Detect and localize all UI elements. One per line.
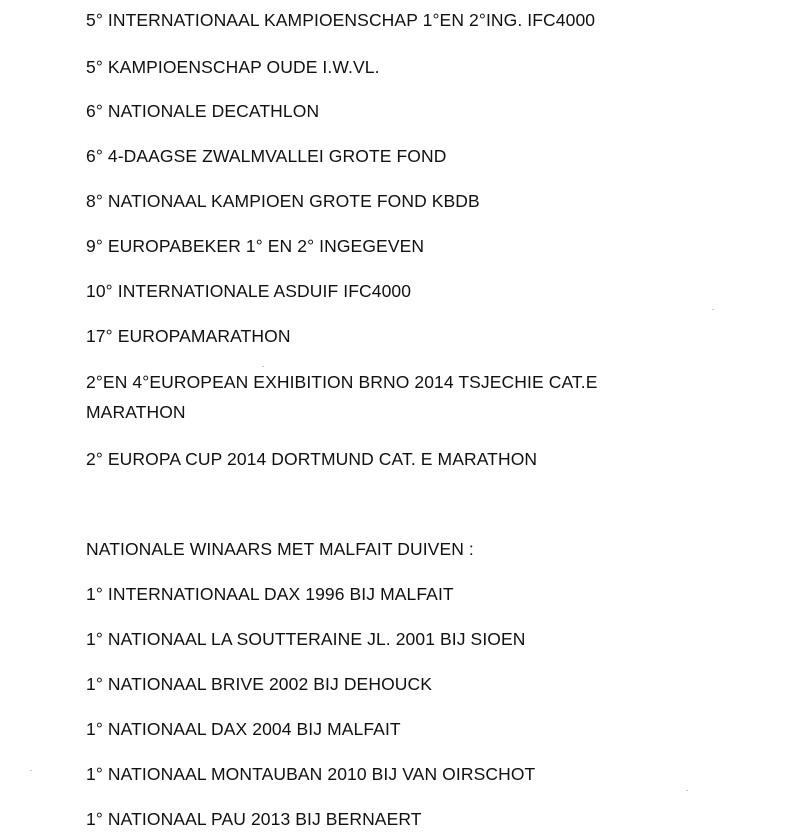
- result-line: 6° 4-DAAGSE ZWALMVALLEI GROTE FOND: [86, 146, 447, 166]
- winner-line: 1° INTERNATIONAAL DAX 1996 BIJ MALFAIT: [86, 584, 454, 604]
- result-line: 17° EUROPAMARATHON: [86, 326, 291, 346]
- scan-speck: [30, 770, 32, 771]
- result-line: 6° NATIONALE DECATHLON: [86, 101, 320, 121]
- result-line: 9° EUROPABEKER 1° EN 2° INGEGEVEN: [86, 236, 425, 256]
- result-line: 10° INTERNATIONALE ASDUIF IFC4000: [86, 281, 412, 301]
- scan-speck: [686, 790, 688, 791]
- result-line: 5° KAMPIOENSCHAP OUDE I.W.VL.: [86, 57, 380, 77]
- result-line: 5° INTERNATIONAAL KAMPIOENSCHAP 1°EN 2°ING. IFC4000: [86, 10, 596, 30]
- winner-line: 1° NATIONAAL MONTAUBAN 2010 BIJ VAN OIRSCHOT: [86, 764, 536, 784]
- scan-speck: [262, 366, 264, 367]
- result-line: 2°EN 4°EUROPEAN EXHIBITION BRNO 2014 TSJECHIE CAT.E MARATHON: [86, 372, 598, 422]
- result-line: 2° EUROPA CUP 2014 DORTMUND CAT. E MARATHON: [86, 449, 538, 469]
- scan-speck: [712, 309, 714, 310]
- winner-line: 1° NATIONAAL LA SOUTTERAINE JL. 2001 BIJ SIOEN: [86, 629, 526, 649]
- winner-line: 1° NATIONAAL BRIVE 2002 BIJ DEHOUCK: [86, 674, 433, 694]
- winner-line: 1° NATIONAAL DAX 2004 BIJ MALFAIT: [86, 719, 401, 739]
- winner-line: 1° NATIONAAL PAU 2013 BIJ BERNAERT: [86, 809, 422, 829]
- section-heading: NATIONALE WINAARS MET MALFAIT DUIVEN :: [86, 539, 474, 559]
- result-line: 8° NATIONAAL KAMPIOEN GROTE FOND KBDB: [86, 191, 480, 211]
